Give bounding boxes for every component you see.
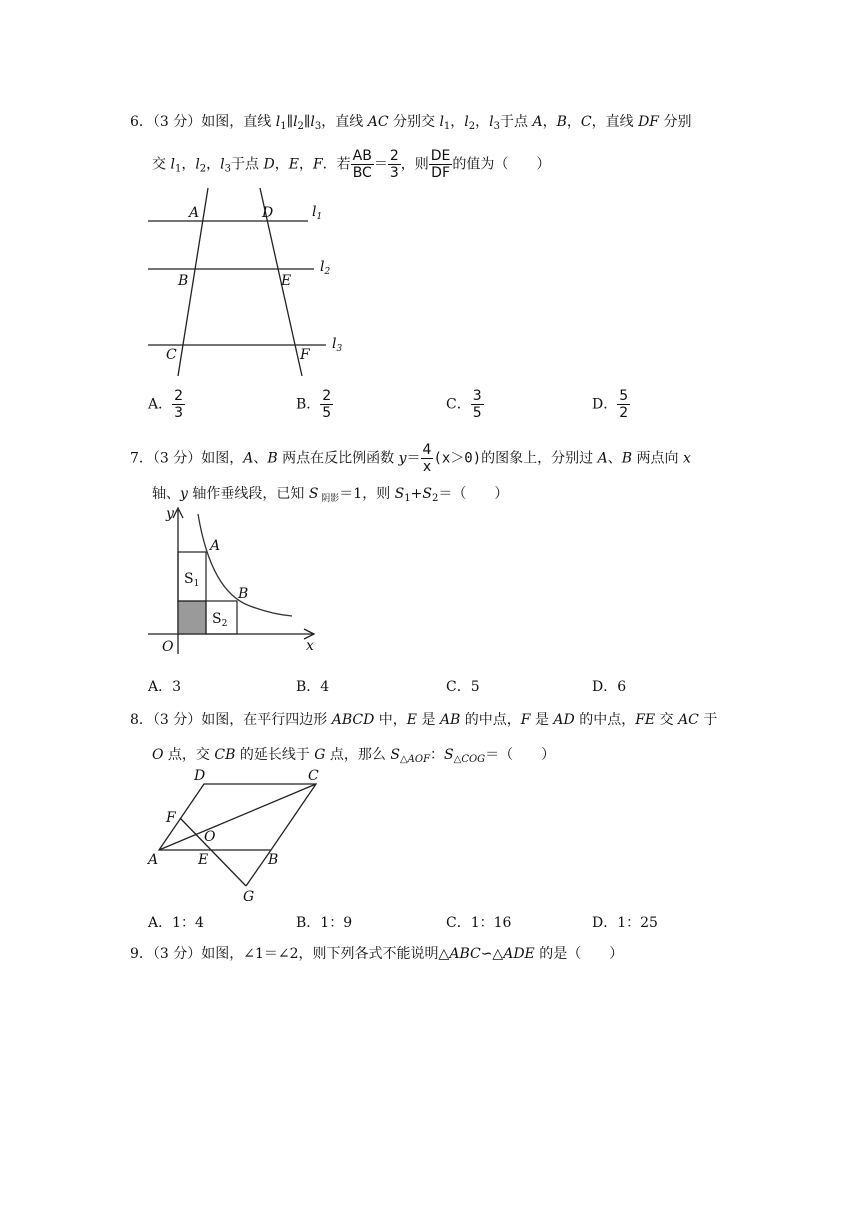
- q6-option-b-frac: [320, 388, 333, 421]
- q8-fig-label-a: A: [148, 852, 159, 868]
- q7-s2-sub: 2: [431, 493, 439, 504]
- q8-fig-label-c: C: [308, 768, 319, 784]
- q6-text: 如图，直线: [201, 114, 276, 130]
- q8-text: 的中点，: [574, 712, 636, 728]
- q9-number: 9．: [130, 946, 153, 962]
- q7-f-num: 4: [422, 442, 432, 458]
- q8-option-a[interactable]: A．1：4: [148, 915, 204, 931]
- q6-fig-label-a: A: [189, 205, 200, 221]
- q6-option-c-num: 3: [472, 388, 482, 404]
- q8-point-o: O: [152, 747, 164, 763]
- q8-sub-aof: △AOF: [399, 754, 431, 765]
- q6-option-a[interactable]: [148, 388, 185, 421]
- q6-option-d-num: 5: [619, 388, 629, 404]
- q8-colon: ：: [430, 747, 445, 763]
- q7-text: 两点在反比例函数: [277, 450, 399, 467]
- q6-text: 交: [152, 156, 171, 173]
- q6-l3-sub: 3: [314, 121, 322, 132]
- q8-s: S: [390, 747, 400, 763]
- q6-option-b-num: 2: [322, 388, 332, 404]
- q6-l1-sub: 1: [174, 163, 182, 175]
- q6-l2: l: [464, 114, 469, 130]
- q6-l3: l: [310, 114, 315, 130]
- q6-option-b[interactable]: [296, 388, 333, 421]
- q8-ac: AC: [678, 712, 699, 728]
- q6-fig-label-l1: $l_1$: [312, 204, 323, 222]
- q6-text: ，直线: [321, 114, 368, 130]
- q8-fig-label-g: G: [243, 889, 255, 905]
- q6-frac3-num: DE: [430, 148, 451, 164]
- q7-number: 7．: [130, 450, 153, 467]
- q6-option-c-den: 5: [472, 405, 482, 421]
- q7-y: y: [398, 450, 407, 467]
- q7-shadow-sub: 阴影: [318, 494, 340, 504]
- q7-point-b: B: [621, 450, 633, 467]
- q6-parallel: ∥: [303, 114, 311, 130]
- q8-point-g: G: [314, 747, 326, 763]
- q8-text: 的延长线于: [235, 747, 315, 763]
- q8-point-f: F: [520, 712, 531, 728]
- q8-text: ＝（ ）: [485, 747, 556, 763]
- q8-score: （3 分）: [152, 712, 202, 728]
- q6-option-d-den: 2: [619, 405, 629, 421]
- q6-comma: ，: [566, 114, 581, 130]
- q7-y: y: [180, 486, 188, 502]
- q8-figure: [146, 766, 336, 905]
- q6-comma: ，: [475, 114, 490, 130]
- q7-fig-label-y: y: [166, 506, 174, 522]
- q6-df: DF: [638, 114, 660, 130]
- q7-point-a: A: [243, 450, 254, 467]
- q7-fig-label-b: B: [238, 586, 249, 602]
- q8-text: 是: [417, 712, 440, 728]
- q7-fig-label-a: A: [210, 538, 221, 554]
- q6-fig-label-d: D: [262, 205, 274, 221]
- q7-condition: (x＞0): [433, 450, 482, 467]
- q6-option-c-frac: [471, 388, 484, 421]
- q6-l2: l: [195, 156, 200, 173]
- q6-text: 于点: [231, 156, 264, 173]
- q7-option-d[interactable]: D．6: [592, 679, 627, 695]
- q7-point-b: B: [267, 450, 278, 467]
- q6-text: 于点: [500, 114, 533, 130]
- q6-point-d: D: [263, 156, 275, 173]
- q6-point-b: B: [556, 114, 567, 130]
- q6-line-1: [130, 112, 691, 137]
- q8-text: 于: [698, 712, 718, 728]
- q6-l3: l: [220, 156, 225, 173]
- q7-option-b[interactable]: B．4: [296, 679, 330, 695]
- q9-line-1: [130, 944, 623, 964]
- q6-l1: l: [170, 156, 175, 173]
- q6-comma: ，: [450, 114, 465, 130]
- q8-fe: FE: [635, 712, 656, 728]
- q6-l1-sub: 1: [443, 121, 451, 132]
- q6-option-b-label: B．: [296, 396, 321, 413]
- q9-text: 的是（ ）: [534, 946, 624, 962]
- q6-frac3-den: DF: [431, 165, 451, 181]
- q6-l1: l: [439, 114, 444, 130]
- q7-option-c[interactable]: C．5: [446, 679, 480, 695]
- q7-score: （3 分）: [152, 450, 202, 467]
- q7-line-1: [130, 442, 691, 475]
- q6-frac1-num: AB: [352, 148, 372, 164]
- q6-l2-sub: 2: [199, 163, 207, 175]
- q6-text: 分别交: [388, 114, 440, 130]
- q6-option-b-den: 5: [322, 405, 332, 421]
- q7-function-fraction: [421, 442, 434, 475]
- q8-fig-label-o: O: [204, 829, 216, 845]
- q7-text: 、: [253, 450, 268, 467]
- q9-score: （3 分）: [152, 946, 202, 962]
- q7-text: 如图，: [201, 450, 244, 467]
- q8-fig-label-d: D: [194, 768, 206, 784]
- q6-fig-label-e: E: [281, 273, 292, 289]
- q6-fraction-ab-bc: [351, 148, 374, 181]
- q6-l1: l: [275, 114, 281, 130]
- q8-point-e: E: [406, 712, 418, 728]
- q6-text: ，则: [400, 156, 429, 173]
- q7-equals: ＝: [406, 450, 421, 467]
- q6-option-d-label: D．: [592, 396, 618, 413]
- q6-option-a-frac: [172, 388, 185, 421]
- q6-frac1-den: BC: [352, 165, 372, 181]
- q6-l2-sub: 2: [297, 121, 304, 132]
- q9-ade: ADE: [503, 946, 535, 962]
- q8-text: 是: [530, 712, 554, 728]
- q7-text: 轴作垂线段，已知: [187, 486, 309, 502]
- q7-fig-label-x: x: [306, 638, 314, 654]
- q6-l2: l: [293, 114, 298, 130]
- q6-figure: [148, 188, 358, 380]
- q7-s1: S: [394, 486, 405, 502]
- q7-x: x: [682, 450, 691, 467]
- q6-option-a-label: A．: [148, 396, 173, 413]
- q6-frac2-den: 3: [389, 165, 399, 181]
- q7-fig-label-o: O: [162, 639, 174, 655]
- q6-text: 的值为（ ）: [452, 156, 551, 173]
- q8-text: 如图，在平行四边形: [201, 712, 332, 728]
- q6-text: ，直线: [591, 114, 639, 130]
- q7-fig-label-s1: $S_1$: [184, 571, 200, 589]
- q6-comma: ，: [542, 114, 557, 130]
- q6-l2-sub: 2: [468, 121, 476, 132]
- q7-point-a: A: [597, 450, 608, 467]
- q7-option-a[interactable]: A．3: [148, 679, 182, 695]
- q6-point-e: E: [288, 156, 299, 173]
- q7-s1-sub: 1: [404, 493, 411, 504]
- q6-point-c: C: [580, 114, 592, 130]
- q6-text: ．若: [322, 156, 351, 173]
- q6-comma: ，: [298, 156, 313, 173]
- q6-option-a-num: 2: [174, 388, 184, 404]
- q6-option-d-frac: [617, 388, 630, 421]
- q6-fig-label-b: B: [178, 273, 189, 289]
- q6-option-c-label: C．: [446, 396, 471, 413]
- q7-text: ＝1，则: [339, 486, 395, 502]
- q8-ab: AB: [439, 712, 461, 728]
- q9-similar: ∽△: [480, 946, 504, 962]
- q6-option-c[interactable]: [446, 388, 484, 421]
- q7-fig-label-s2: $S_2$: [212, 611, 228, 629]
- q6-comma: ，: [181, 156, 196, 173]
- q6-score: （3 分）: [152, 114, 202, 130]
- q8-s: S: [444, 747, 454, 763]
- q7-s2: S: [422, 486, 432, 502]
- q6-fig-label-l3: $l_3$: [332, 336, 343, 354]
- q8-option-c[interactable]: C．1：16: [446, 915, 512, 931]
- q6-frac2-num: 2: [389, 148, 399, 164]
- q6-l3-sub: 3: [493, 121, 501, 132]
- q8-fig-label-b: B: [268, 852, 279, 868]
- q7-s: S: [308, 486, 319, 502]
- q6-fraction-2-3: [388, 148, 401, 181]
- q6-fig-label-f: F: [300, 347, 310, 363]
- q7-text: 两点向: [632, 450, 683, 467]
- q7-text: 轴、: [152, 486, 180, 502]
- q7-plus: +: [410, 486, 423, 502]
- q7-text: ＝（ ）: [438, 486, 509, 502]
- q7-f-den: x: [422, 459, 432, 475]
- q6-line-2: [152, 148, 550, 181]
- q9-text: 如图，∠1＝∠2，则下列各式不能说明△: [201, 946, 450, 962]
- q6-fig-label-c: C: [166, 347, 177, 363]
- q8-abcd: ABCD: [331, 712, 375, 728]
- q6-ac: AC: [367, 114, 389, 130]
- q8-option-b[interactable]: B．1：9: [296, 915, 353, 931]
- q6-point-f: F: [312, 156, 323, 173]
- q9-abc: ABC: [449, 946, 481, 962]
- q6-option-a-den: 3: [174, 405, 184, 421]
- q6-fig-label-l2: $l_2$: [320, 259, 331, 277]
- q7-text: 、: [607, 450, 622, 467]
- q7-figure: [148, 504, 328, 656]
- q6-parallel: ∥: [286, 114, 294, 130]
- q8-fig-label-e: E: [198, 852, 209, 868]
- q8-option-d[interactable]: D．1：25: [592, 915, 658, 931]
- q8-ad: AD: [553, 712, 575, 728]
- q8-text: 点，交: [163, 747, 215, 763]
- q8-cb: CB: [214, 747, 236, 763]
- q8-line-1: [130, 710, 717, 730]
- q6-l3-sub: 3: [224, 163, 232, 175]
- q6-comma: ，: [206, 156, 221, 173]
- q6-point-a: A: [532, 114, 543, 130]
- q8-fig-label-f: F: [166, 810, 176, 826]
- q8-number: 8．: [130, 712, 153, 728]
- q8-text: 的中点，: [460, 712, 521, 728]
- q8-text: 点，那么: [325, 747, 391, 763]
- q6-fraction-de-df: [429, 148, 453, 181]
- q6-l1-sub: 1: [280, 121, 287, 132]
- q6-comma: ，: [274, 156, 289, 173]
- q8-sub-cog: △COG: [453, 754, 486, 765]
- q6-number: 6．: [130, 114, 153, 130]
- q6-option-d[interactable]: [592, 388, 630, 421]
- q8-text: 中，: [374, 712, 407, 728]
- q6-equals: ＝: [373, 156, 388, 173]
- q6-l3: l: [489, 114, 494, 130]
- q6-text: 分别: [659, 114, 692, 130]
- q7-text: 的图象上，分别过: [481, 450, 598, 467]
- q8-text: 交: [655, 712, 679, 728]
